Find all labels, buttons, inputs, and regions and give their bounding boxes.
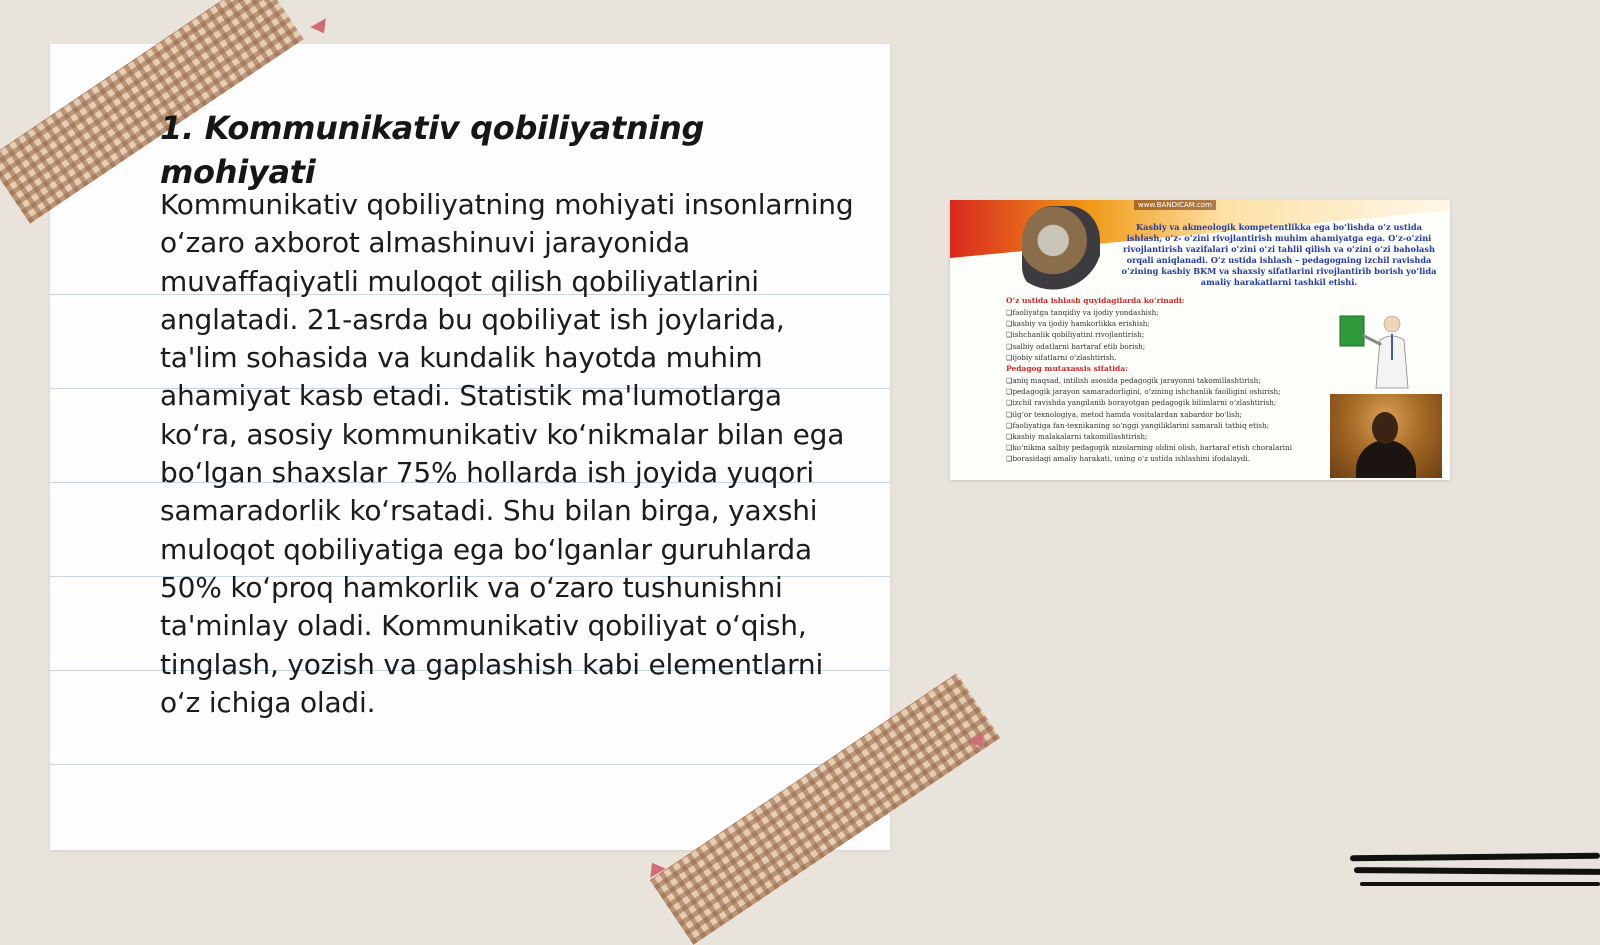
embedded-slide-screenshot <box>950 200 1450 480</box>
list-item: ❑ faoliyatiga fan-texnikaning so‘nggi yangiliklarini samarali tatbiq etish; <box>1006 420 1326 431</box>
thumbnail-list-1 <box>1006 307 1326 363</box>
list-item: ❑ izchil ravishda yangilanib borayotgan pedagogik bilimlarni o‘zlashtirish; <box>1006 397 1326 408</box>
presenter-head <box>1372 412 1398 444</box>
thumbnail-list-2 <box>1006 375 1326 465</box>
list-item: ❑ salbiy odatlarni bartaraf etib borish; <box>1006 341 1326 352</box>
slide-heading: 1. Kommunikativ qobiliyatning mohiyati <box>160 109 705 191</box>
scribble-stroke <box>1360 882 1600 886</box>
webcam-video-overlay <box>1330 394 1442 478</box>
machinery-illustration-icon <box>1022 206 1100 292</box>
list-item: ❑ ishchanlik qobiliyatini rivojlantirish; <box>1006 329 1326 340</box>
list-item: ❑ ijobiy sifatlarni o‘zlashtirish. <box>1006 352 1326 363</box>
list-item: ❑ borasidagi amaliy harakati, uning o‘z ustida ishlashini ifodalaydi. <box>1006 453 1326 464</box>
thumbnail-intro-text: Kasbiy va akmeologik kompetentlikka ega bo‘lishda o‘z ustida ishlash, o‘z- o‘zini rivojlantirish muhim ahamiyatga ega. O‘z-o‘zini rivojlantirish vazifalari o‘zini o‘zi tahlil qilish va o‘zini o‘zi baholash orqali aniqlanadi. O‘z ustida ishlash – pedagogning izchil ravishda o‘zining kasbiy BKM va shaxsiy sifatlarini rivojlantirib borish yo‘lida amaliy harakatlarni tashkil etishi. <box>1121 222 1437 287</box>
list-item: ❑ kasbiy va ijodiy hamkorlikka erishish; <box>1006 318 1326 329</box>
list-item: ❑ ko‘nikma salbiy pedagogik nizolarning oldini olish, bartaraf etish choralarini <box>1006 442 1326 453</box>
slide-body-text: Kommunikativ qobiliyatning mohiyati insonlarning o‘zaro axborot almashinuvi jarayonida muvaffaqiyatli muloqot qilish qobiliyatlarini anglatadi. 21-asrda bu qobiliyat ish joylarida, ta'lim sohasida va kundalik hayotda muhim ahamiyat kasb etadi. Statistik ma'lumotlarga ko‘ra, asosiy kommunikativ ko‘nikmalar bilan ega bo‘lgan shaxslar 75% hollarda ish joyida yuqori samaradorlik ko‘rsatadi. Shu bilan birga, yaxshi muloqot qobiliyatiga ega bo‘lganlar guruhlarda 50% ko‘proq hamkorlik va o‘zaro tushunishni ta'minlay oladi. Kommunikativ qobiliyat o‘qish, tinglash, yozish va gaplashish kabi elementlarni o‘z ichiga oladi. <box>160 188 854 719</box>
list-item: ❑ aniq maqsad, intilish asosida pedagogik jarayonni takomillashtirish; <box>1006 375 1326 386</box>
bandicam-watermark: www.BANDICAM.com <box>1134 200 1216 210</box>
scribble-stroke <box>1354 867 1600 875</box>
paper-rule-line <box>50 764 890 765</box>
scribble-stroke <box>1350 853 1600 862</box>
thumbnail-section-title: Pedagog mutaxassis sifatida: <box>1006 364 1128 373</box>
list-item: ❑ kasbiy malakalarni takomillashtirish; <box>1006 431 1326 442</box>
list-item: ❑ pedagogik jarayon samaradorligini, o‘zining ishchanlik faolligini oshirish; <box>1006 386 1326 397</box>
list-item: ❑ faoliyatga tanqidiy va ijodiy yondashish; <box>1006 307 1326 318</box>
presenter-torso <box>1356 440 1416 478</box>
thumbnail-section-title: O‘z ustida ishlash quyidagilarda ko‘rinadi: <box>1006 296 1185 305</box>
teacher-illustration-icon <box>1336 310 1424 390</box>
list-item: ❑ ilg‘or texnologiya, metod hamda vositalardan xabardor bo‘lish; <box>1006 409 1326 420</box>
tape-tab-marker <box>310 18 332 37</box>
